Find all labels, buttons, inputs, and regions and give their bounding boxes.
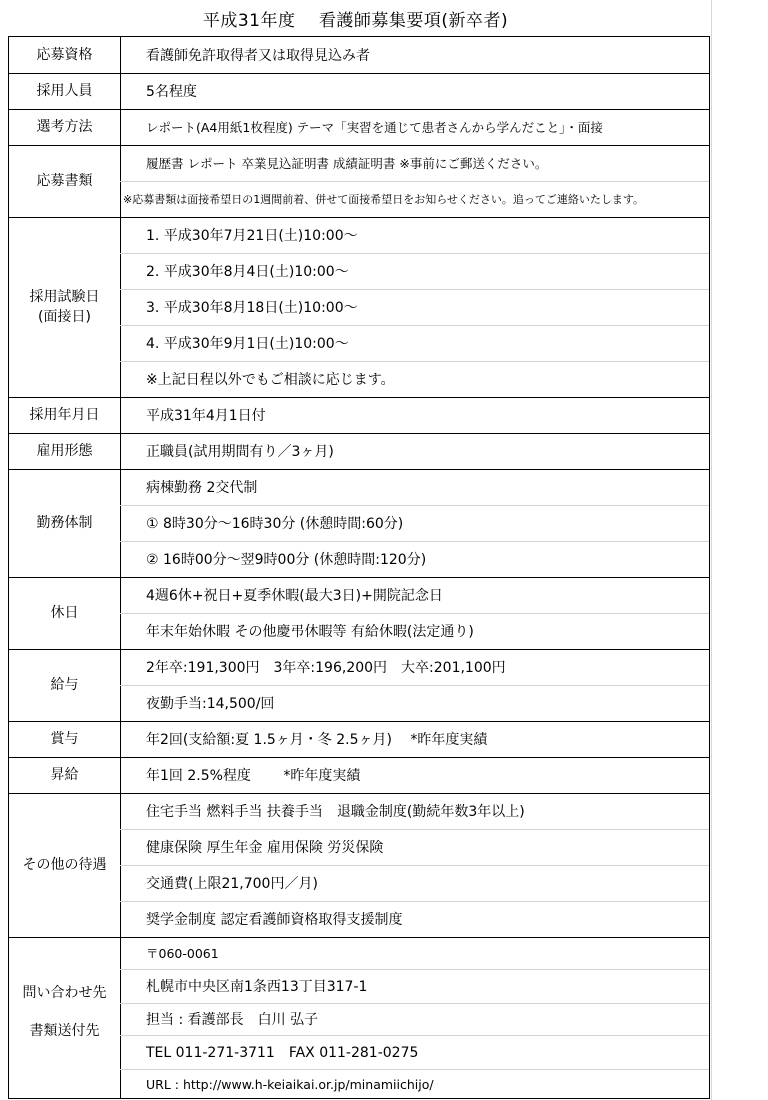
holiday-item: 4週6休+祝日+夏季休暇(最大3日)+開院記念日 (146, 588, 443, 604)
value-qualification: 看護師免許取得者又は取得見込み者 (146, 48, 370, 64)
label-qualification: 応募資格 (36, 47, 93, 63)
contact-url[interactable]: URL : http://www.h-keiaikai.or.jp/minamiichijo/ (146, 1076, 434, 1092)
exam-date-item: 1. 平成30年7月21日(土)10:00～ (146, 228, 358, 244)
label-bonus: 賞与 (50, 731, 79, 747)
value-employment-type: 正職員(試用期間有り／3ヶ月) (146, 444, 334, 460)
label-exam-dates-line2: (面接日) (38, 309, 91, 325)
benefit-item: 健康保険 厚生年金 雇用保険 労災保険 (146, 840, 384, 856)
contact-address: 札幌市中央区南1条西13丁目317-1 (146, 979, 368, 995)
work-schedule-item: ① 8時30分～16時30分 (休憩時間:60分) (146, 516, 404, 532)
contact-phone-fax: TEL 011-271-3711 FAX 011-281-0275 (146, 1045, 419, 1061)
work-schedule-item: 病棟勤務 2交代制 (146, 480, 258, 496)
exam-date-item: 3. 平成30年8月18日(土)10:00～ (146, 300, 358, 316)
value-headcount: 5名程度 (146, 84, 197, 100)
column-divider (120, 37, 121, 1098)
label-benefits: その他の待遇 (22, 857, 107, 873)
value-documents-note: ※応募書類は面接希望日の1週間前着、併せて面接希望日をお知らせください。追ってご連絡いたします。 (123, 193, 645, 206)
label-selection: 選考方法 (36, 119, 93, 135)
contact-person: 担当 : 看護部長 白川 弘子 (146, 1012, 319, 1028)
recruitment-table (8, 36, 710, 1099)
label-employment-type: 雇用形態 (36, 443, 93, 459)
label-hire-date: 採用年月日 (29, 407, 100, 423)
exam-date-item: 2. 平成30年8月4日(土)10:00～ (146, 264, 349, 280)
value-selection: レポート(A4用紙1枚程度) テーマ「実習を通じて患者さんから学んだこと」・面接 (146, 120, 603, 135)
label-work-schedule: 勤務体制 (36, 515, 93, 531)
salary-item: 2年卒:191,300円 3年卒:196,200円 大卒:201,100円 (146, 660, 506, 676)
label-raise: 昇給 (50, 767, 79, 783)
label-contact: 問い合わせ先 (22, 985, 107, 1001)
label-exam-dates-line1: 採用試験日 (29, 289, 100, 305)
label-headcount: 採用人員 (36, 83, 93, 99)
label-salary: 給与 (50, 677, 79, 693)
benefit-item: 奨学金制度 認定看護師資格取得支援制度 (146, 912, 403, 928)
label-holidays: 休日 (50, 605, 79, 621)
salary-item: 夜勤手当:14,500/回 (146, 696, 275, 712)
value-hire-date: 平成31年4月1日付 (146, 408, 266, 424)
grid-line (711, 0, 712, 1100)
label-exam-dates (9, 217, 120, 397)
holiday-item: 年末年始休暇 その他慶弔休暇等 有給休暇(法定通り) (146, 624, 474, 640)
value-bonus: 年2回(支給額:夏 1.5ヶ月・冬 2.5ヶ月) *昨年度実績 (146, 732, 488, 748)
benefit-item: 交通費(上限21,700円／月) (146, 876, 318, 892)
document-title: 平成31年度 看護師募集要項(新卒者) (202, 10, 509, 31)
value-raise: 年1回 2.5%程度 *昨年度実績 (146, 768, 361, 784)
label-send-to: 書類送付先 (29, 1023, 100, 1039)
exam-date-note: ※上記日程以外でもご相談に応じます。 (146, 372, 395, 388)
contact-postal: 〒060-0061 (146, 946, 219, 961)
exam-date-item: 4. 平成30年9月1日(土)10:00～ (146, 336, 349, 352)
benefit-item: 住宅手当 燃料手当 扶養手当 退職金制度(勤続年数3年以上) (146, 804, 525, 820)
label-documents: 応募書類 (36, 173, 93, 189)
value-documents-line1: 履歴書 レポート 卒業見込証明書 成績証明書 ※事前にご郵送ください。 (146, 156, 548, 171)
work-schedule-item: ② 16時00分～翌9時00分 (休憩時間:120分) (146, 552, 427, 568)
